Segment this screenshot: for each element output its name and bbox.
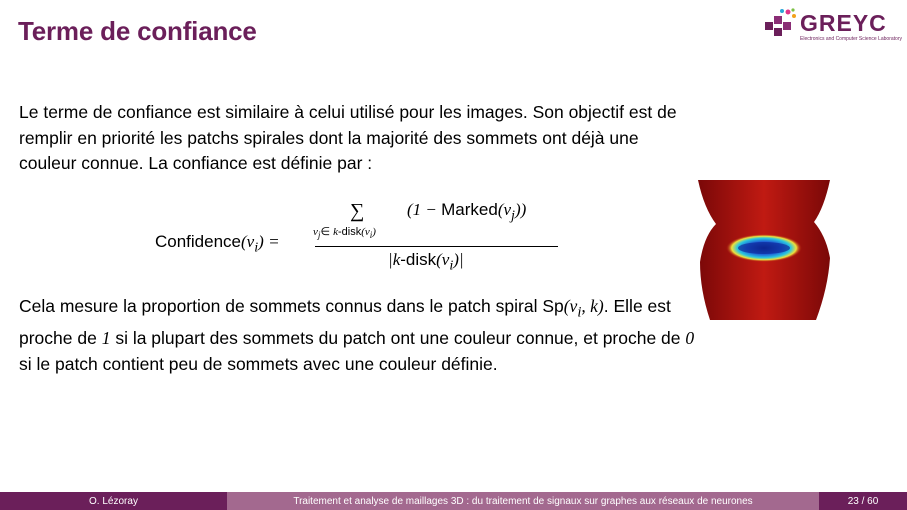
formula-lhs-word: Confidence <box>155 232 242 251</box>
numer-sub: j <box>511 207 515 224</box>
paragraph-intro: Le terme de confiance est similaire à celui utilisé pour les images. Son objectif est de remplir en priorité les patchs spirales dont la majorité des sommets ont déjà une couleur connue. La confiance est définie par : <box>19 102 677 173</box>
denom-k: k <box>392 250 401 269</box>
sum-subscript <box>313 225 376 240</box>
logo-text: GREYC <box>800 10 887 36</box>
denom-close: )| <box>453 250 464 269</box>
sum-sub-k: k <box>333 226 338 238</box>
sum-sub-disk: -disk <box>337 226 362 238</box>
p2-one: 1 <box>101 328 111 348</box>
denom-arg: (v <box>436 250 450 269</box>
logo-mark-icon <box>762 8 798 44</box>
denom-open: | <box>388 250 393 269</box>
footer-bar <box>0 492 907 510</box>
formula-denominator <box>388 250 464 274</box>
fraction-bar <box>315 246 558 247</box>
logo-subtitle: Electronics and Computer Science Laboratory <box>800 36 902 42</box>
formula-lhs-sub: i <box>254 239 259 256</box>
footer-page-number: 23 / 60 <box>819 492 907 510</box>
p2-text-3: si la plupart des sommets du patch ont une couleur connue, et proche de <box>110 328 686 348</box>
sum-sub-close: ) <box>372 226 376 238</box>
formula-lhs-arg: (v <box>241 232 255 251</box>
denom-word: -disk <box>400 250 437 269</box>
sum-sub-var: v <box>313 226 318 238</box>
mesh-confidence-image <box>696 178 832 322</box>
p2-arg-end: , k) <box>581 296 604 316</box>
p2-text-1: Cela mesure la proportion de sommets connus dans le patch spiral Sp <box>19 296 564 316</box>
formula-lhs-end: ) = <box>258 232 280 251</box>
paragraph-explanation <box>19 294 699 377</box>
p2-zero: 0 <box>685 328 695 348</box>
p2-arg-sub: i <box>577 304 582 321</box>
sum-sub-i: i <box>369 230 373 241</box>
formula-lhs <box>155 232 280 256</box>
sum-sub-arg: (v <box>361 226 370 238</box>
p2-text-2: . Elle est proche de <box>19 296 671 348</box>
numer-arg: (v <box>497 200 512 219</box>
greyc-logo <box>762 8 902 48</box>
sum-sub-j: j <box>317 230 321 241</box>
confidence-formula <box>155 198 575 278</box>
sum-sub-in: ∈ <box>320 226 334 238</box>
footer-course-title: Traitement et analyse de maillages 3D : du traitement de signaux sur graphes aux réseaux de neurones <box>227 492 819 510</box>
p2-text-4: si le patch contient peu de sommets avec une couleur définie. <box>19 353 498 374</box>
formula-numerator <box>407 200 526 224</box>
sum-symbol: ∑ <box>350 200 365 222</box>
slide-title: Terme de confiance <box>18 16 257 46</box>
numer-word: Marked <box>441 200 498 219</box>
denom-sub: i <box>449 257 454 274</box>
footer-author: O. Lézoray <box>0 492 227 510</box>
numer-close: )) <box>514 200 527 219</box>
p2-arg: (v <box>563 296 578 316</box>
numer-open: (1 − <box>407 200 442 219</box>
